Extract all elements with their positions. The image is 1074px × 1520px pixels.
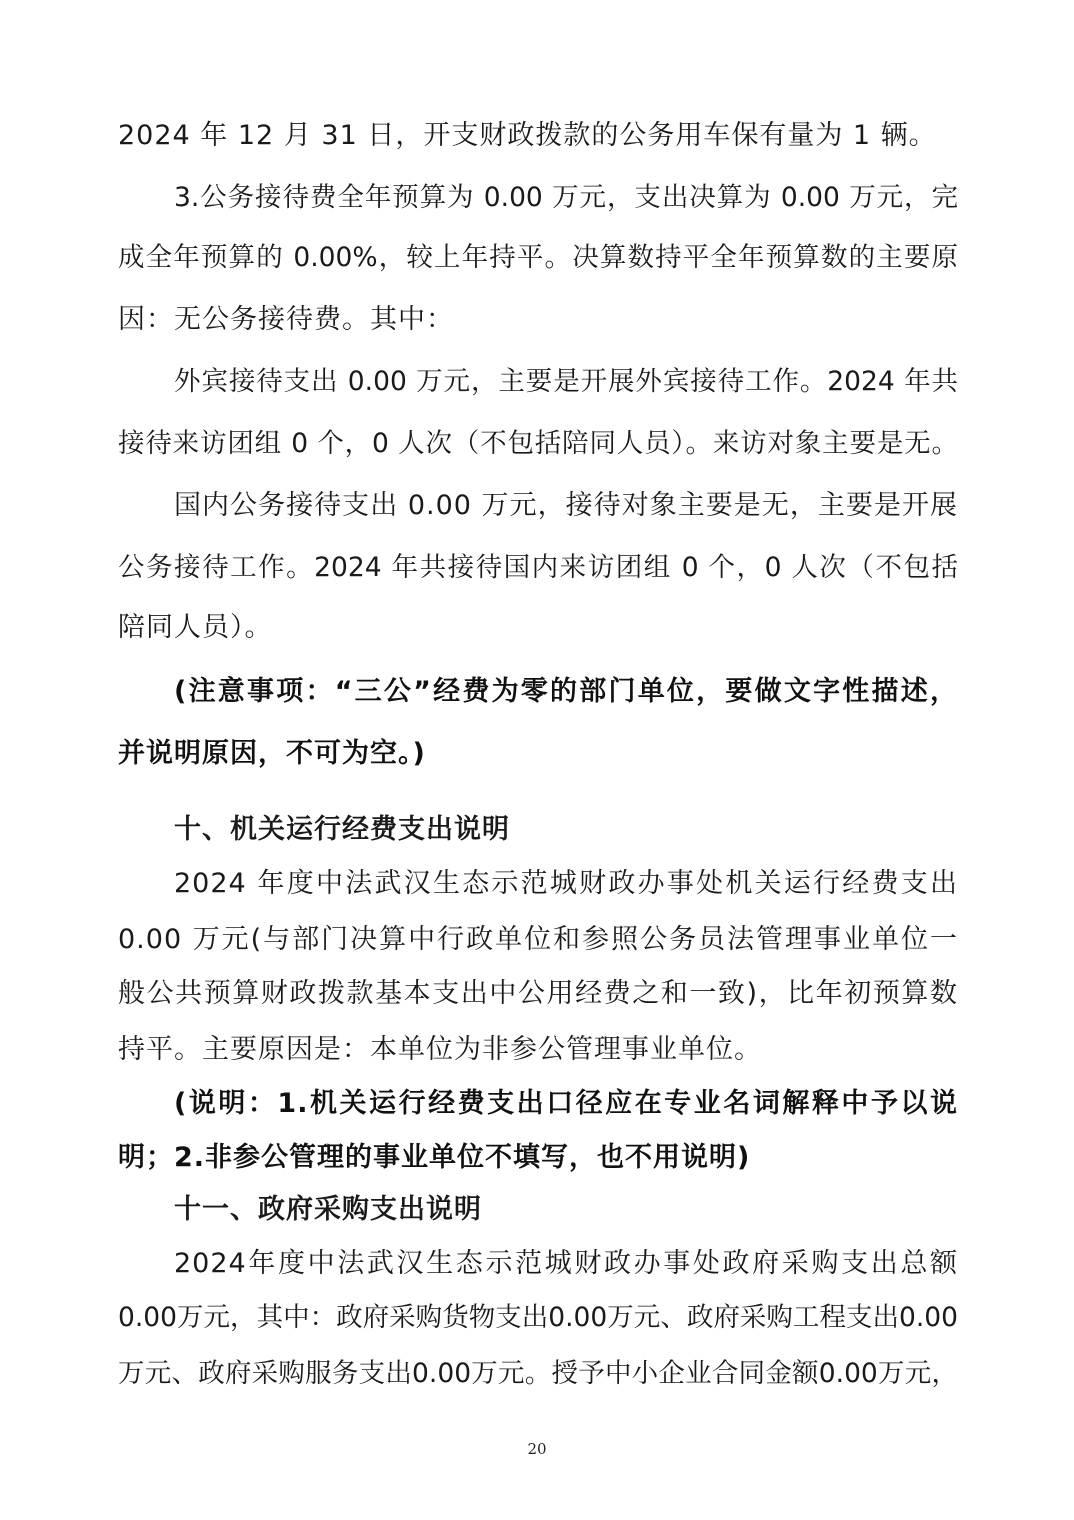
text-line-domestic-groups: 公务接待工作。2024 年共接待国内来访团组 0 个，0 人次（不包括 <box>118 552 958 583</box>
text-line-reception-completion: 成全年预算的 0.00%，较上年持平。决算数持平全年预算数的主要原 <box>118 242 958 273</box>
text-line-foreign-groups: 接待来访团组 0 个，0 人次（不包括陪同人员）。来访对象主要是无。 <box>118 428 958 459</box>
section-heading-10: 十、机关运行经费支出说明 <box>174 814 510 845</box>
section-heading-11: 十一、政府采购支出说明 <box>174 1194 482 1225</box>
text-line-reception-budget: 3.公务接待费全年预算为 0.00 万元，支出决算为 0.00 万元，完 <box>174 182 958 213</box>
note-three-public-line-1: (注意事项：“三公”经费为零的部门单位，要做文字性描述， <box>174 676 958 707</box>
text-line-procurement-total: 2024年度中法武汉生态示范城财政办事处政府采购支出总额 <box>174 1248 958 1279</box>
text-line-reception-reason: 因：无公务接待费。其中： <box>118 304 454 335</box>
text-line-domestic-note: 陪同人员）。 <box>118 612 273 643</box>
text-line-operating-reason: 持平。主要原因是：本单位为非参公管理事业单位。 <box>118 1034 762 1065</box>
page-number: 20 <box>527 1440 547 1458</box>
text-line-domestic-reception: 国内公务接待支出 0.00 万元，接待对象主要是无，主要是开展 <box>174 490 958 521</box>
text-line-operating-amount: 0.00 万元(与部门决算中行政单位和参照公务员法管理事业单位一 <box>118 924 958 955</box>
note-operating-line-2: 明；2.非参公管理的事业单位不填写，也不用说明) <box>118 1142 751 1173</box>
note-three-public-line-2: 并说明原因，不可为空。) <box>118 738 426 769</box>
text-line-operating-basis: 般公共预算财政拨款基本支出中公用经费之和一致)，比年初预算数 <box>118 978 958 1009</box>
text-line-procurement-breakdown: 0.00万元，其中：政府采购货物支出0.00万元、政府采购工程支出0.00 <box>118 1302 958 1333</box>
text-line-vehicle-count: 2024 年 12 月 31 日，开支财政拨款的公务用车保有量为 1 辆。 <box>118 120 937 151</box>
note-operating-line-1: (说明：1.机关运行经费支出口径应在专业名词解释中予以说 <box>174 1088 958 1119</box>
text-line-procurement-sme: 万元、政府采购服务支出0.00万元。授予中小企业合同金额0.00万元， <box>118 1358 958 1389</box>
text-line-foreign-reception: 外宾接待支出 0.00 万元，主要是开展外宾接待工作。2024 年共 <box>174 366 958 397</box>
text-line-operating-expense: 2024 年度中法武汉生态示范城财政办事处机关运行经费支出 <box>174 868 958 899</box>
